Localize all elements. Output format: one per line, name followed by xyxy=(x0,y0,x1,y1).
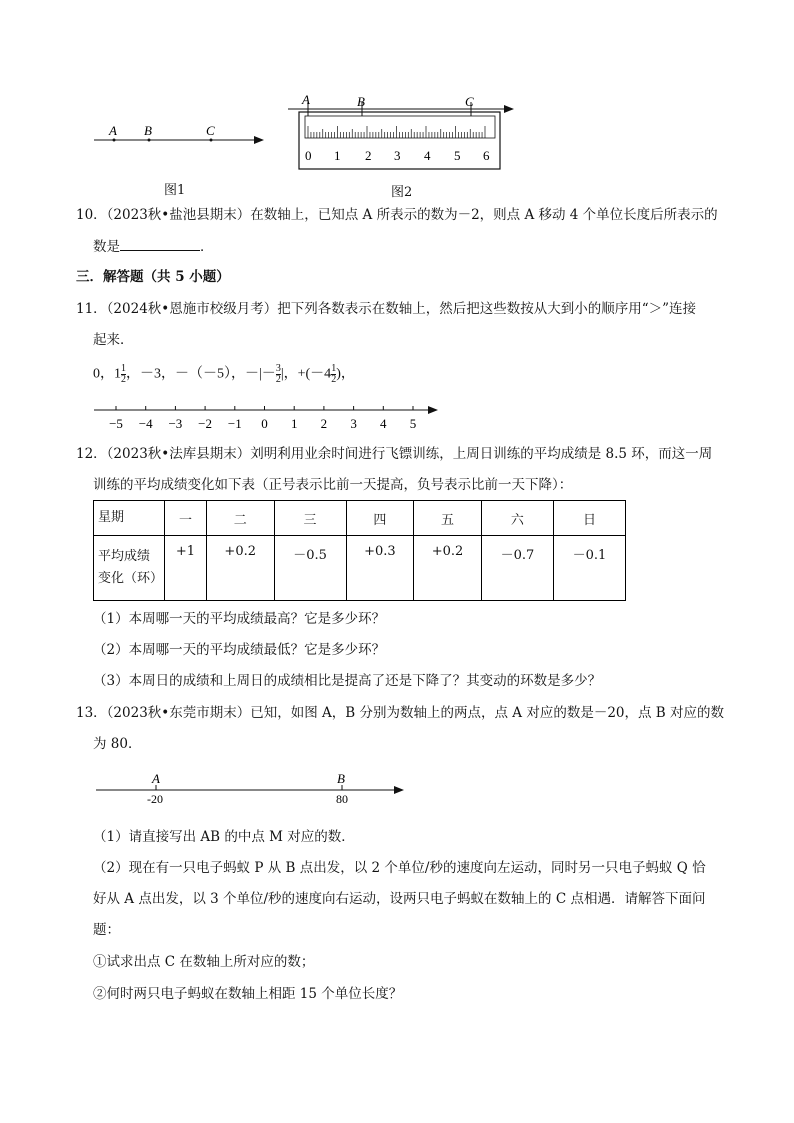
q11-part4: )， xyxy=(336,366,355,382)
table-header-row xyxy=(94,501,626,536)
q11-axis-tick-label: 3 xyxy=(350,416,357,431)
table-cell: －0.7 xyxy=(481,536,553,601)
table-cell: +0.2 xyxy=(206,536,274,601)
q13-item2: ②何时两只电子蚂蚁在数轴上相距 15 个单位长度？ xyxy=(93,986,403,1002)
q11-axis-tick-label: 4 xyxy=(380,416,387,431)
q11-part3: |，+(－4 xyxy=(280,366,332,382)
table-row xyxy=(94,536,626,601)
q13-number-line xyxy=(96,770,411,810)
fig1-caption: 图1 xyxy=(164,183,186,198)
table-header-cell: 二 xyxy=(206,501,274,536)
q13-line1: 13．（2023秋•东莞市期末）已知，如图 A，B 分别为数轴上的两点，点 A 对应的数是－20，点 B 对应的数 xyxy=(76,705,725,721)
table-header-cell: 六 xyxy=(481,501,553,536)
fraction-numerator: 1 xyxy=(121,363,126,374)
ruler-number: 0 xyxy=(305,148,312,163)
q13-label-b: B xyxy=(337,771,345,786)
ruler-number: 6 xyxy=(483,148,490,163)
q11-part2: ，－3，－（－5），－|－ xyxy=(126,366,276,382)
q13-value-b: 80 xyxy=(336,792,348,806)
figure-2-ruler xyxy=(288,92,518,172)
q10-answer-blank xyxy=(120,236,200,251)
q13-sub2-line2: 好从 A 点出发，以 3 个单位/秒的速度向右运动，设两只电子蚂蚁在数轴上的 C 点相遇．请解答下面问 xyxy=(93,891,706,907)
q11-axis-tick-label: −3 xyxy=(168,416,183,431)
q13-sub1: （1）请直接写出 AB 的中点 M 对应的数． xyxy=(93,829,355,845)
q10-line1: 10．（2023秋•盐池县期末）在数轴上，已知点 A 所表示的数为－2，则点 A 移动 4 个单位长度后所表示的 xyxy=(76,207,718,223)
table-cell: +1 xyxy=(165,536,207,601)
fig2-caption: 图2 xyxy=(391,185,413,200)
q11-axis-tick-label: −2 xyxy=(198,416,213,431)
q11-line1: 11．（2024秋•恩施市校级月考）把下列各数表示在数轴上，然后把这些数按从大到小的顺序用“＞”连接 xyxy=(76,301,697,317)
table-header-cell: 三 xyxy=(274,501,346,536)
table-header-cell: 四 xyxy=(346,501,414,536)
q12-sub2: （2）本周哪一天的平均成绩最低？它是多少环？ xyxy=(93,642,386,658)
q10-prefix: 数是 xyxy=(93,239,120,255)
fraction-denominator: 2 xyxy=(121,374,126,385)
q10-suffix: ． xyxy=(200,239,214,255)
q11-axis-tick-label: 2 xyxy=(320,416,328,431)
q10-line2 xyxy=(93,236,214,257)
table-cell: －0.1 xyxy=(553,536,625,601)
fraction-denominator: 2 xyxy=(275,374,281,385)
table-row-label xyxy=(94,536,165,601)
q13-item1: ①试求出点 C 在数轴上所对应的数； xyxy=(93,954,315,970)
ruler-number: 5 xyxy=(454,148,461,163)
q12-line1: 12．（2023秋•法库县期末）刘明利用业余时间进行飞镖训练，上周日训练的平均成绩是 8.5 环，而这一周 xyxy=(76,446,713,462)
q11-part1: 0，1 xyxy=(93,366,121,382)
row-label-line1: 平均成绩 xyxy=(98,549,151,564)
q13-value-a: -20 xyxy=(147,792,163,806)
fig1-point-c xyxy=(210,139,213,142)
q11-axis-tick-label: 0 xyxy=(261,416,268,431)
table-header-cell: 日 xyxy=(553,501,625,536)
q11-axis-tick-label: −5 xyxy=(109,416,123,431)
ruler-scale-box xyxy=(305,116,495,138)
fig1-label-c: C xyxy=(206,123,215,138)
row-label-line2: 变化（环） xyxy=(98,571,164,586)
ruler-number: 3 xyxy=(394,148,401,163)
q13-line2: 为 80． xyxy=(93,736,142,752)
q11-axis-tick-label: −4 xyxy=(138,416,153,431)
q12-sub3: （3）本周日的成绩和上周日的成绩相比是提高了还是下降了？其变动的环数是多少？ xyxy=(93,673,602,689)
table-cell: +0.3 xyxy=(346,536,414,601)
fraction-numerator: 3 xyxy=(275,363,281,374)
fraction-numerator: 1 xyxy=(331,363,337,374)
table-header-cell: 一 xyxy=(165,501,207,536)
fig1-label-a: A xyxy=(109,123,117,138)
table-cell: －0.5 xyxy=(274,536,346,601)
q12-score-table xyxy=(93,500,626,601)
q13-sub2-line3: 题： xyxy=(93,922,120,938)
q13-sub2-line1: （2）现在有一只电子蚂蚁 P 从 B 点出发，以 2 个单位/秒的速度向左运动，同时另一只电子蚂蚁 Q 恰 xyxy=(93,860,706,876)
ruler-number: 4 xyxy=(424,148,431,163)
table-cell: +0.2 xyxy=(414,536,482,601)
fig2-label-c: C xyxy=(465,94,474,109)
q11-line2: 起来． xyxy=(93,332,134,348)
q12-sub1: （1）本周哪一天的平均成绩最高？它是多少环？ xyxy=(93,611,386,627)
q11-number-list xyxy=(93,364,355,385)
fig1-point-b xyxy=(148,139,151,142)
figure-1 xyxy=(94,120,269,160)
q11-axis-tick-label: −1 xyxy=(227,416,242,431)
q12-line2: 训练的平均成绩变化如下表（正号表示比前一天提高，负号表示比前一天下降）： xyxy=(93,477,573,493)
q13-label-a: A xyxy=(152,771,160,786)
fig2-label-b: B xyxy=(357,94,365,109)
ruler-ticks xyxy=(308,126,485,138)
fig1-label-b: B xyxy=(144,123,152,138)
table-header-label: 星期 xyxy=(94,501,165,536)
table-header-cell: 五 xyxy=(414,501,482,536)
ruler-number: 2 xyxy=(365,148,372,163)
q11-axis-tick-label: 1 xyxy=(290,416,298,431)
q11-number-line xyxy=(94,400,444,432)
fig2-label-a: A xyxy=(302,92,310,107)
ruler-number: 1 xyxy=(334,148,341,163)
fig1-point-a xyxy=(113,139,116,142)
section-3-title: 三．解答题（共 5 小题） xyxy=(76,269,230,285)
q11-axis-tick-label: 5 xyxy=(409,416,417,431)
fraction-denominator: 2 xyxy=(331,374,337,385)
